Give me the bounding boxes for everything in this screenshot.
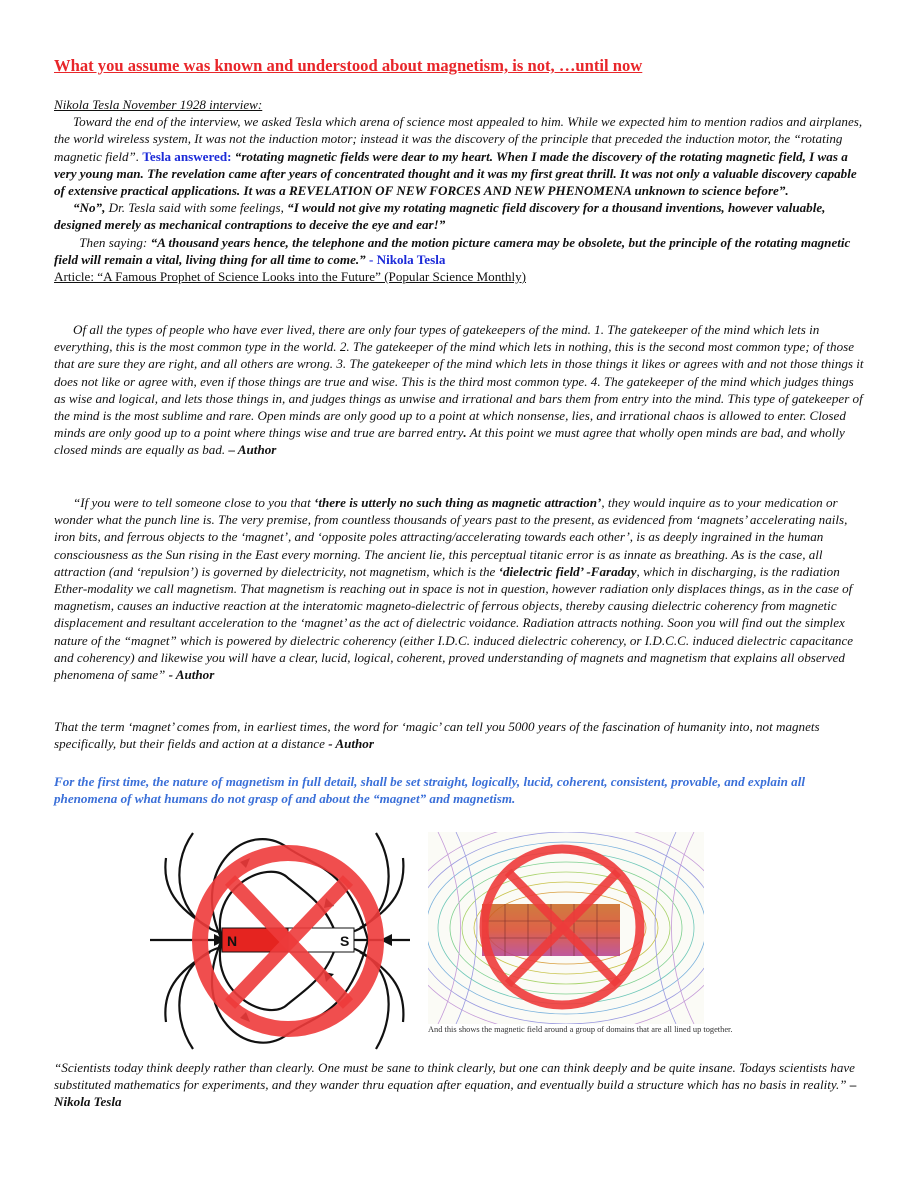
attraction-bold-1: ‘there is utterly no such thing as magnetic attraction’ [313, 495, 602, 510]
gatekeepers-dot: . [463, 425, 467, 441]
gatekeepers-text: Of all the types of people who have ever lived, there are only four types of gatekeepers of the mind. 1. The gatekeeper of the mind which lets in everything, this is the most common type in the world. 2. The gatekeeper of the mind which lets in nothing, this is the second most common type; of those that are sure they are right, and all others are wrong. 3. The gatekeeper of the mind which lets in those things it likes or agrees with and not those things it does not like or agree with, even if those things are true and wise. This is the third most common type. 4. The gatekeeper of the mind which judges things as wise and logical, and lets those things in, and judges things as unwise and irrational and bars them from entry into the mind. This type of gatekeeper of the mind is the most sublime and rare. Open minds are only good up to a point at which nonsense, lies, and irrational chaos is allowed to enter. Closed minds are only good up to a point where things wise and true are barred entry [54, 322, 864, 441]
attraction-paragraph [54, 494, 866, 683]
page-title: What you assume was known and understood about magnetism, is not, …until now [54, 56, 643, 75]
figure-caption: And this shows the magnetic field around a group of domains that are all lined up together. [428, 1025, 733, 1034]
gatekeepers-text-2: At this point we must agree that wholly open minds are bad, and wholly closed minds are equally as bad. [54, 425, 845, 458]
magnet-word-text: That the term ‘magnet’ comes from, in earliest times, the word for ‘magic’ can tell you 5000 years of the fascination of humanity into, not magnets specifically, but their fields and action at a distance [54, 719, 820, 752]
magnet-word-author: - Author [328, 736, 374, 752]
domains-field-figure [428, 832, 704, 1024]
interview-paragraph-1: Toward the end of the interview, we asked Tesla which arena of science most appealed to him. While we expected him to mention radios and airplanes, the world wireless system, It was not the induction motor; instead it was the discovery of the principle that preceded the induction motor, the “rotating magnetic field”. [54, 114, 863, 164]
tesla-attribution: - Nikola Tesla [368, 251, 446, 267]
s-pole-label: S [340, 933, 350, 949]
article-reference: Article: “A Famous Prophet of Science Looks into the Future” (Popular Science Monthly) [54, 269, 527, 285]
then-saying-text: Then saying: [76, 234, 151, 250]
attraction-text-3: , which in discharging, is the radiation Ether-modality we call magnetism. That magnetism is reaching out in space is not in question, however radiation only displaces things, as in the case of magnetism, causes an inductive reaction at the interatomic magneto-dielectric of ferrous objects, thereby causing dielectric coherency from magnetic displacement and resultant acceleration to the ‘magnet’ as the act of dielectric voidance. Radiation attracts nothing. Soon you will find out the simplex nature of the “magnet” which is powered by dielectric coherency (either I.D.C. induced dielectric coherency, or I.D.C.C. induced dielectric capacitance and coherency) and likewise you will have a clear, lucid, logical, coherent, proved understanding of magnets and magnetism that explains all observed phenomena of same” [54, 563, 854, 683]
no-quote: “No”, [73, 200, 106, 216]
gatekeepers-paragraph [54, 321, 866, 459]
attraction-text-2: , they would inquire as to your medication or wonder what the punch line is. The very premise, from countless thousands of years past to the present, as evidenced from ‘magnets’ accelerating nails, iron bits, and ferrous objects to the ‘magnet’, and ‘opposite poles attracting/accelerating towards each other’, is as deeply ingrained in the human consciousness as the Sun rising in the East every morning. The ancient lie, this perceptual titanic error is as innate as breathing. As is the case, all attraction (and ‘repulsion’) is governed by dielectricity, not magnetism, which is the [54, 495, 848, 579]
closing-author: – Nikola Tesla [54, 1077, 857, 1110]
tesla-answered-label: Tesla answered: [142, 148, 232, 164]
tesla-quote-2: “I would not give my rotating magnetic field discovery for a thousand inventions, however valuable, designed merely as mechanical contraptions to deceive the eye and ear!” [54, 200, 826, 233]
tesla-quote-3: “A thousand years hence, the telephone and the motion picture camera may be obsolete, but the principle of the rotating magnetic field will remain a vital, living thing for all time to come.” [54, 234, 851, 267]
tesla-quote-1: “rotating magnetic fields were dear to my heart. When I made the discovery of the rotating magnetic field, I was a very young man. The revelation came after years of concentrated thought and it was my first great thrill. It was not only a valuable discovery capable of extensive practical applications. It was a REVELATION OF NEW FORCES AND NEW PHENOMENA unknown to science before”. [54, 148, 857, 199]
attraction-author: - Author [168, 667, 215, 683]
attraction-text-1: “If you were to tell someone close to you that [73, 495, 314, 510]
bar-magnet-field-figure [148, 828, 410, 1054]
n-pole-label: N [227, 933, 238, 949]
interview-paragraph-2: Dr. Tesla said with some feelings, [105, 200, 288, 216]
interview-source: Nikola Tesla November 1928 interview: [54, 97, 263, 112]
first-time-paragraph: For the first time, the nature of magnetism in full detail, shall be set straight, logically, lucid, coherent, consistent, provable, and explain all phenomena of what humans do not grasp of and about the “magnet” and magnetism. [54, 774, 805, 807]
attraction-bold-2: ‘dielectric field’ -Faraday [498, 563, 637, 579]
gatekeepers-author: – Author [228, 442, 277, 458]
closing-quote-paragraph [54, 1059, 866, 1111]
magnet-word-paragraph [54, 718, 866, 752]
tesla-interview-section [54, 96, 866, 285]
closing-quote: “Scientists today think deeply rather than clearly. One must be sane to think clearly, but one can think deeply and be quite insane. Todays scientists have substituted mathematics for experiments, and they wander thru equation after equation, and eventually build a structure which has no basis in reality.” [54, 1060, 855, 1093]
